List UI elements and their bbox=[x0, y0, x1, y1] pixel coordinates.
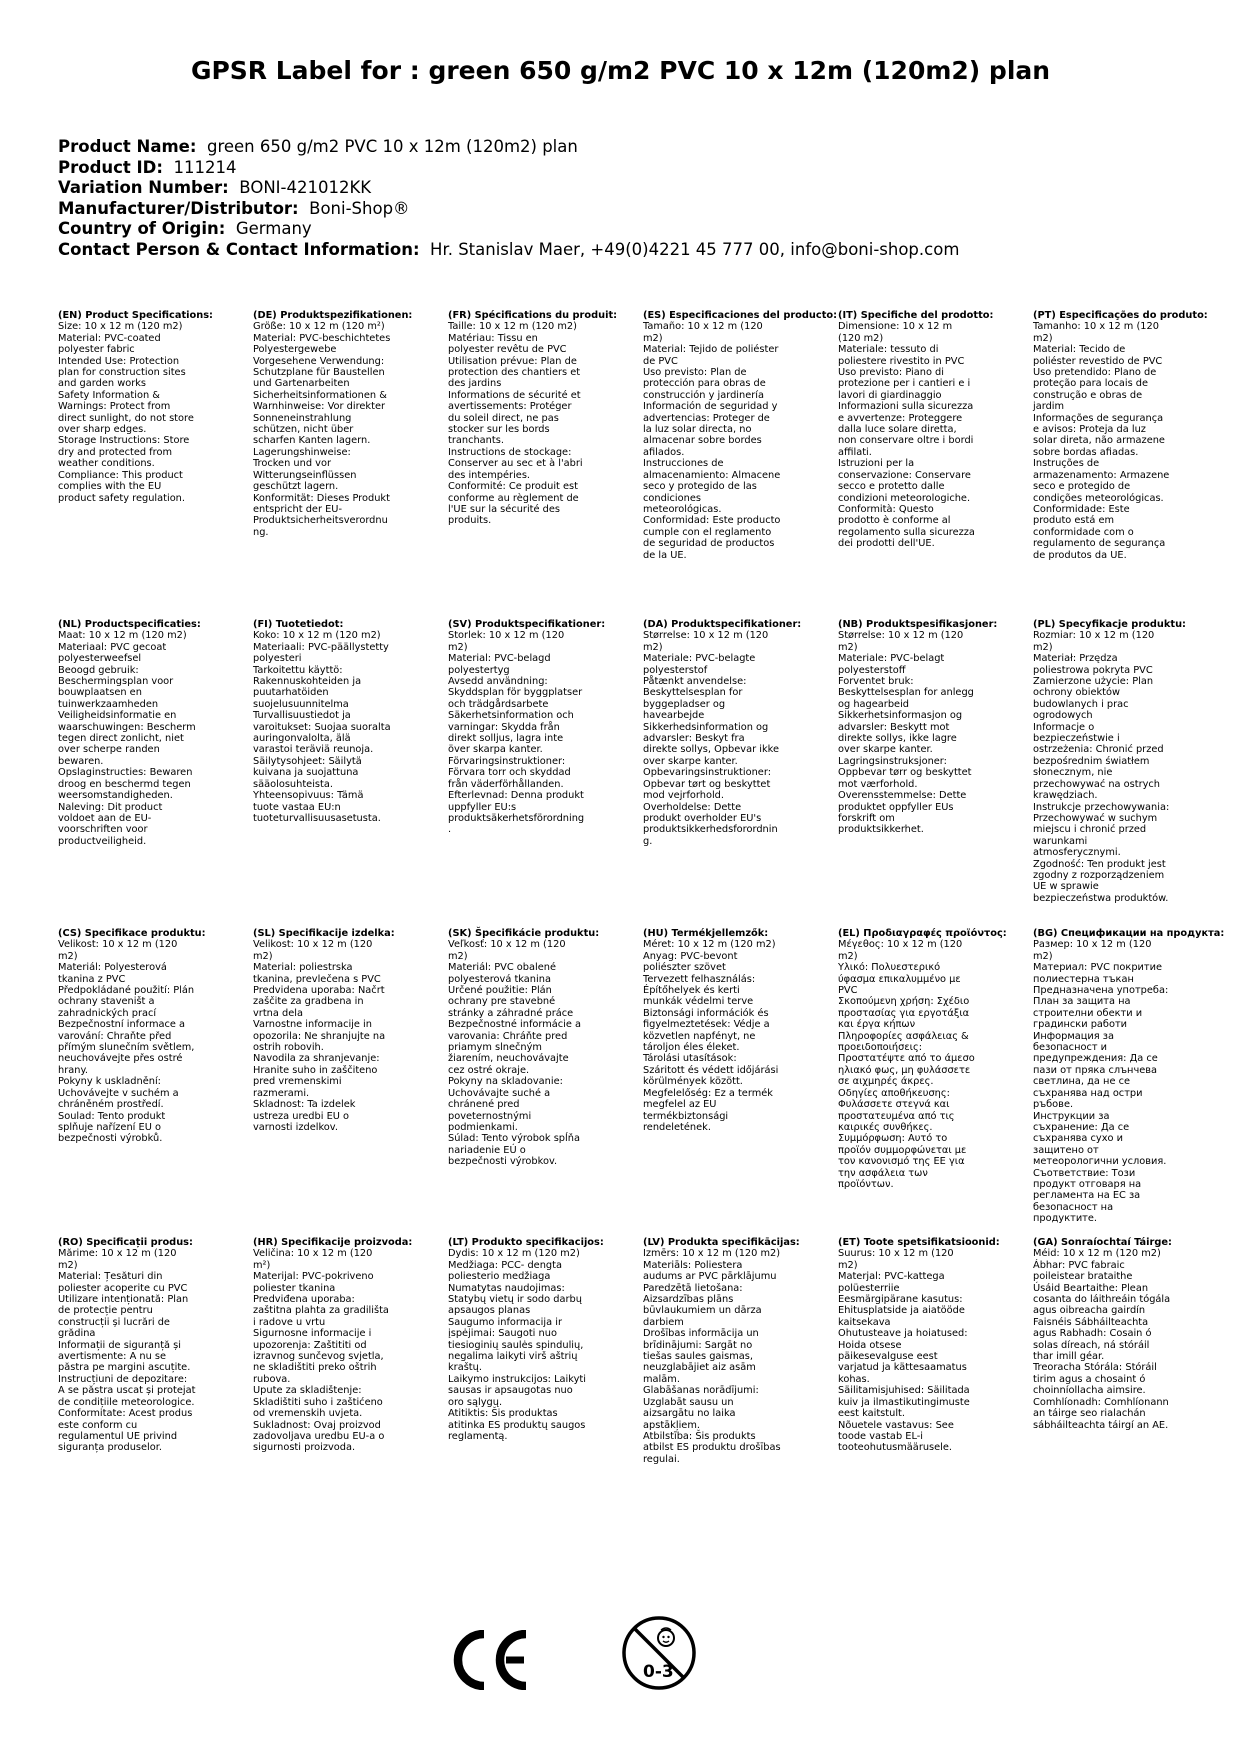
spec-line: Οδηγίες αποθήκευσης: Φυλάσσετε στεγνά και προστατευμένα από τις καιρικές συνθήκες. bbox=[838, 1087, 955, 1133]
spec-line: Utilizare intenționată: Plan de protecție pentru construcții și lucrări de grădina bbox=[58, 1294, 189, 1340]
spec-line: Instrucciones de almacenamiento: Almacene seco y protegido de las condiciones meteorológicas. bbox=[643, 458, 781, 515]
spec-line: Predviđena uporaba: zaštitna plahta za gradilišta i radove u vrtu bbox=[253, 1294, 389, 1328]
info-row bbox=[58, 219, 959, 240]
spec-block bbox=[838, 619, 1028, 836]
spec-line: Velikost: 10 x 12 m (120 m2) bbox=[58, 939, 178, 962]
spec-block bbox=[448, 619, 638, 836]
spec-line: Súlad: Tento výrobok spĺňa nariadenie EÚ o bezpečnosti výrobkov. bbox=[448, 1133, 580, 1168]
symbols bbox=[0, 1615, 1241, 1735]
info-label: Country of Origin: bbox=[58, 219, 226, 239]
spec-line: Izmērs: 10 x 12 m (120 m2) bbox=[643, 1248, 781, 1260]
spec-body bbox=[448, 321, 586, 526]
spec-line: Mărime: 10 x 12 m (120 m2) bbox=[58, 1248, 177, 1271]
spec-line: Rozmiar: 10 x 12 m (120 m2) bbox=[1033, 630, 1155, 653]
spec-line: Koko: 10 x 12 m (120 m2) bbox=[253, 630, 381, 642]
spec-line: Инструкции за съхранение: Да се съхранява сухо и защитено от метеорологични условия. bbox=[1033, 1110, 1167, 1168]
spec-line: Saugumo informacija ir įspėjimai: Saugoti nuo tiesioginių saulės spindulių, negalima laikyti virš aštrių kraštų. bbox=[448, 1316, 584, 1374]
spec-line: Glabāšanas norādījumi: Uzglabāt sausu un aizsargātu no laika apstākļiem. bbox=[643, 1385, 759, 1431]
spec-line: Material: PVC-belagd polyestertyg bbox=[448, 653, 551, 676]
spec-line: Drošības informācija un brīdinājumi: Sargāt no tiešas saules gaismas, neuzglabājiet aiz asām malām. bbox=[643, 1328, 759, 1385]
spec-line: Informações de segurança e avisos: Proteja da luz solar direta, não armazene sobre bordas afiadas. bbox=[1033, 412, 1165, 458]
spec-line: Storage Instructions: Store dry and protected from weather conditions. bbox=[58, 435, 190, 470]
spec-line: Υλικό: Πολυεστερικό ύφασμα επικαλυμμένο με PVC bbox=[838, 962, 961, 997]
spec-line: Predvidena uporaba: Načrt zaščite za gradbena in vrtna dela bbox=[253, 985, 385, 1019]
spec-line: Faisnéis Sábháilteachta agus Rabhadh: Cosain ó solas díreach, ná stóráil thar imill géar. bbox=[1033, 1316, 1152, 1363]
spec-heading: (SV) Produktspecifikationer: bbox=[448, 619, 606, 630]
spec-line: Pokyny k uskladnění: Uchovávejte v suchém a chráněném prostředí. bbox=[58, 1076, 179, 1111]
spec-line: Efterlevnad: Denna produkt uppfyller EU:s produktsäkerhetsförordning. bbox=[448, 790, 585, 836]
info-row bbox=[58, 178, 959, 199]
spec-body bbox=[1033, 321, 1171, 561]
spec-line: Instrucțiuni de depozitare: A se păstra uscat și protejat de condițiile meteorologice. bbox=[58, 1373, 196, 1408]
spec-block bbox=[253, 1237, 443, 1454]
spec-line: Tamanho: 10 x 12 m (120 m2) bbox=[1033, 321, 1159, 344]
spec-line: Pokyny na skladovanie: Uchovávajte suché a chránené pred poveternostnými podmienkami. bbox=[448, 1076, 563, 1133]
spec-body bbox=[58, 321, 196, 504]
spec-line: Opbevaringsinstruktioner: Opbevar tørt og beskyttet mod vejrforhold. bbox=[643, 767, 771, 802]
spec-heading: (SL) Specifikacije izdelka: bbox=[253, 928, 395, 939]
spec-block bbox=[448, 1237, 638, 1442]
spec-line: Nõuetele vastavus: See toode vastab EL-i tooteohutusmäärusele. bbox=[838, 1419, 954, 1454]
spec-block bbox=[643, 310, 838, 561]
spec-line: Vorgesehene Verwendung: Schutzplane für Baustellen und Gartenarbeiten bbox=[253, 355, 385, 390]
spec-line: Veličina: 10 x 12 m (120 m²) bbox=[253, 1248, 373, 1271]
spec-body bbox=[1033, 1248, 1171, 1431]
spec-body bbox=[448, 630, 586, 835]
spec-line: Dydis: 10 x 12 m (120 m2) bbox=[448, 1248, 580, 1260]
spec-line: Veľkosť: 10 x 12 m (120 m2) bbox=[448, 939, 566, 962]
spec-heading: (LT) Produkto specifikacijos: bbox=[448, 1237, 604, 1248]
info-value: green 650 g/m2 PVC 10 x 12m (120m2) plan bbox=[206, 137, 578, 156]
spec-line: Eesmärgipärane kasutus: Ehitusplatside ja aiatööde kaitsekava bbox=[838, 1294, 965, 1328]
spec-line: Instrukcje przechowywania: Przechowywać w suchym miejscu i chronić przed warunkami atmosferycznymi. bbox=[1033, 801, 1170, 859]
spec-body bbox=[1033, 630, 1171, 904]
spec-line: Påtænkt anvendelse: Beskyttelsesplan for byggepladser og havearbejde bbox=[643, 676, 747, 722]
spec-body bbox=[448, 939, 586, 1167]
spec-body bbox=[643, 1248, 781, 1465]
spec-line: Instructions de stockage: Conserver au sec et à l'abri des intempéries. bbox=[448, 446, 583, 481]
spec-heading: (SK) Špecifikácie produktu: bbox=[448, 928, 600, 939]
spec-block bbox=[253, 619, 443, 824]
spec-line: Material: poliestrska tkanina, prevlečena s PVC bbox=[253, 962, 381, 985]
spec-line: Säkerhetsinformation och varningar: Skydda från direkt solljus, lagra inte över skarpa kanter. bbox=[448, 710, 574, 756]
spec-line: Uso previsto: Piano di protezione per i cantieri e i lavori di giardinaggio bbox=[838, 367, 971, 401]
spec-line: Veiligheidsinformatie en waarschuwingen: Bescherm tegen direct zonlicht, niet over scherpe randen bewaren. bbox=[58, 710, 196, 767]
spec-line: Materiaal: PVC gecoat polyesterweefsel bbox=[58, 641, 167, 665]
spec-line: Biztonsági információk és figyelmeztetések: Védje a közvetlen napfényt, ne tároljon éles éleket. bbox=[643, 1007, 770, 1054]
spec-line: Размер: 10 x 12 m (120 m2) bbox=[1033, 939, 1152, 962]
spec-line: Sicherheitsinformationen & Warnhinweise: Vor direkter Sonneneinstrahlung schützen, nicht über scharfen Kanten lagern. bbox=[253, 389, 387, 447]
spec-heading: (GA) Sonraíochtaí Táirge: bbox=[1033, 1237, 1172, 1248]
spec-body bbox=[838, 1248, 976, 1453]
spec-body bbox=[448, 1248, 586, 1442]
spec-line: Maat: 10 x 12 m (120 m2) bbox=[58, 630, 187, 642]
spec-line: Förvaringsinstruktioner: Förvara torr och skyddad från väderförhållanden. bbox=[448, 755, 571, 790]
spec-line: Safety Information & Warnings: Protect from direct sunlight, do not store over sharp edges. bbox=[58, 389, 194, 436]
spec-block bbox=[448, 928, 638, 1168]
age-mark: 0-3 bbox=[643, 1662, 674, 1682]
spec-block bbox=[838, 310, 1028, 550]
spec-line: Πληροφορίες ασφάλειας & προειδοποιήσεις: Προστατέψτε από το άμεσο ηλιακό φως, μη φυλάσσετε σε αιχμηρές άκρες. bbox=[838, 1030, 975, 1088]
spec-block bbox=[643, 619, 833, 847]
spec-heading: (PL) Specyfikacje produktu: bbox=[1033, 619, 1186, 630]
spec-line: Size: 10 x 12 m (120 m2) bbox=[58, 321, 183, 333]
spec-line: Konformität: Dieses Produkt entspricht der EU-Produktsicherheitsverordnung. bbox=[253, 492, 390, 538]
spec-line: Dimensione: 10 x 12 m (120 m2) bbox=[838, 321, 953, 344]
spec-line: Atbilstība: Šis produkts atbilst ES produktu drošības regulai. bbox=[643, 1430, 781, 1465]
info-row bbox=[58, 199, 959, 220]
info-label: Variation Number: bbox=[58, 178, 229, 198]
info-value: Germany bbox=[235, 219, 312, 239]
spec-heading: (RO) Specificații produs: bbox=[58, 1237, 193, 1248]
info-value: Hr. Stanislav Maer, +49(0)4221 45 777 00, info@boni-shop.com bbox=[430, 239, 960, 259]
spec-line: Информация за безопасност и предупреждения: Да се пази от пряка слънчева светлина, да не се съхранява над остри ръбове. bbox=[1033, 1030, 1158, 1111]
info-label: Product ID: bbox=[58, 157, 163, 177]
spec-line: Laikymo instrukcijos: Laikyti sausas ir apsaugotas nuo oro sąlygų. bbox=[448, 1373, 586, 1408]
spec-heading: (ET) Toote spetsifikatsioonid: bbox=[838, 1237, 1000, 1248]
spec-line: Beoogd gebruik: Beschermingsplan voor bouwplaatsen en tuinwerkzaamheden bbox=[58, 664, 174, 710]
spec-line: Informations de sécurité et avertissements: Protéger du soleil direct, ne pas stocker sur les bords tranchants. bbox=[448, 389, 581, 447]
spec-line: Megfelelőség: Ez a termék megfelel az EU termékbiztonsági rendeletének. bbox=[643, 1087, 773, 1133]
spec-heading: (PT) Especificações do produto: bbox=[1033, 310, 1208, 321]
spec-line: Material: Tejido de poliéster de PVC bbox=[643, 344, 779, 367]
spec-line: Material: Țesături din poliester acoperite cu PVC bbox=[58, 1271, 188, 1294]
spec-line: Navodila za shranjevanje: Hranite suho in zaščiteno pred vremenskimi razmerami. bbox=[253, 1053, 380, 1099]
spec-line: Compliance: This product complies with the EU product safety regulation. bbox=[58, 469, 186, 504]
spec-line: Soulad: Tento produkt splňuje nařízení EU o bezpečnosti výrobků. bbox=[58, 1110, 166, 1145]
spec-line: Materiál: Polyesterová tkanina z PVC bbox=[58, 962, 167, 985]
info-value: BONI-421012KK bbox=[239, 178, 372, 198]
spec-line: Informacje o bezpieczeństwie i ostrzeżenia: Chronić przed bezpośrednim światłem słonecznym, nie przechowywać na ostrych krawędziach. bbox=[1033, 721, 1164, 802]
spec-line: Tárolási utasítások: Száritott és védett időjárási körülmények között. bbox=[643, 1053, 779, 1088]
spec-line: Overensstemmelse: Dette produktet oppfyller EUs forskrift om produktsikkerhet. bbox=[838, 790, 967, 836]
spec-line: Størrelse: 10 x 12 m (120 m2) bbox=[643, 630, 769, 653]
spec-line: Yhteensopivuus: Tämä tuote vastaa EU:n tuoteturvallisuusasetusta. bbox=[253, 790, 381, 824]
spec-line: Conformité: Ce produit est conforme au règlement de l'UE sur la sécurité des produits. bbox=[448, 481, 579, 527]
spec-line: Tamaño: 10 x 12 m (120 m2) bbox=[643, 321, 763, 344]
spec-body bbox=[838, 939, 976, 1190]
spec-line: Matériau: Tissu en polyester revêtu de PVC bbox=[448, 332, 567, 356]
spec-line: Съответствие: Този продукт отговаря на регламента на ЕС за безопасност на продуктите. bbox=[1033, 1167, 1142, 1225]
spec-block bbox=[253, 928, 443, 1133]
spec-block bbox=[1033, 619, 1223, 904]
info-label: Manufacturer/Distributor: bbox=[58, 198, 299, 218]
spec-block bbox=[838, 1237, 1028, 1454]
spec-line: Materiale: PVC-belagte polyesterstof bbox=[643, 653, 756, 676]
spec-line: Zamierzone użycie: Plan ochrony obiektów budowlanych i prac ogrodowych bbox=[1033, 676, 1154, 722]
spec-line: Material: PVC-beschichtetes Polyestergewebe bbox=[253, 332, 391, 356]
spec-line: Atitiktis: Šis produktas atitinka ES produktų saugos reglamentą. bbox=[448, 1408, 586, 1442]
spec-line: Ohutusteave ja hoiatused: Hoida otsese päikesevalguse eest varjatud ja kättesaamatus kohas. bbox=[838, 1328, 968, 1385]
spec-line: Información de seguridad y advertencias: Proteger de la luz solar directa, no almacenar sobre bordes afilados. bbox=[643, 401, 778, 458]
spec-block bbox=[838, 928, 1028, 1190]
spec-heading: (EL) Προδιαγραφές προϊόντος: bbox=[838, 928, 1007, 939]
spec-line: Uso pretendido: Plano de proteção para locais de construção e obras de jardim bbox=[1033, 367, 1157, 413]
spec-line: Suurus: 10 x 12 m (120 m2) bbox=[838, 1248, 954, 1271]
spec-body bbox=[253, 939, 391, 1133]
spec-line: Materiál: PVC obalené polyesterová tkanina bbox=[448, 962, 556, 985]
spec-line: Sukladnost: Ovaj proizvod zadovoljava uredbu EU-a o sigurnosti proizvoda. bbox=[253, 1419, 385, 1454]
spec-line: Istruzioni per la conservazione: Conservare secco e protetto dalle condizioni meteorologiche. bbox=[838, 458, 971, 504]
spec-heading: (DE) Produktspezifikationen: bbox=[253, 310, 413, 321]
spec-body bbox=[58, 1248, 196, 1453]
spec-line: Lagerungshinweise: Trocken und vor Witterungseinflüssen geschützt lagern. bbox=[253, 446, 357, 493]
spec-heading: (IT) Specifiche del prodotto: bbox=[838, 310, 994, 321]
spec-line: Materijal: PVC-pokriveno poliester tkanina bbox=[253, 1271, 374, 1294]
spec-line: Μέγεθος: 10 x 12 m (120 m2) bbox=[838, 939, 963, 962]
spec-line: Conformidad: Este producto cumple con el reglamento de seguridad de productos de la UE. bbox=[643, 515, 781, 561]
spec-heading: (DA) Produktspecifikationer: bbox=[643, 619, 802, 630]
spec-block bbox=[1033, 310, 1223, 561]
spec-block bbox=[643, 1237, 833, 1465]
spec-line: Medžiaga: PCC- dengta poliesterio medžiaga bbox=[448, 1259, 562, 1283]
spec-heading: (CS) Specifikace produktu: bbox=[58, 928, 206, 939]
info-label: Product Name: bbox=[58, 137, 197, 156]
spec-line: Materjal: PVC-kattega polüesterriie bbox=[838, 1271, 945, 1294]
spec-line: Opslaginstructies: Bewaren droog en beschermd tegen weersomstandigheden. bbox=[58, 767, 193, 802]
spec-heading: (LV) Produkta specifikācijas: bbox=[643, 1237, 800, 1248]
spec-line: Tarkoitettu käyttö: Rakennuskohteiden ja puutarhatöiden suojelusuunnitelma bbox=[253, 664, 362, 710]
spec-body bbox=[1033, 939, 1171, 1224]
info-value: Boni-Shop® bbox=[309, 198, 410, 218]
spec-line: Instruções de armazenamento: Armazene seco e protegido de condições meteorológicas. bbox=[1033, 458, 1170, 504]
spec-line: Säilitamisjuhised: Säilitada kuiv ja ilmastikutingimuste eest kaitstult. bbox=[838, 1385, 970, 1420]
spec-heading: (ES) Especificaciones del producto: bbox=[643, 310, 838, 321]
info-value: 111214 bbox=[173, 157, 237, 177]
spec-line: Taille: 10 x 12 m (120 m2) bbox=[448, 321, 577, 333]
spec-body bbox=[838, 630, 976, 835]
spec-line: Materiaali: PVC-päällystetty polyesteri bbox=[253, 641, 389, 665]
spec-heading: (BG) Спецификации на продукта: bbox=[1033, 928, 1225, 939]
spec-line: Předpokládané použití: Plán ochrany staveništ a zahradnických prací bbox=[58, 985, 195, 1019]
spec-body bbox=[253, 1248, 391, 1453]
spec-line: Anyag: PVC-bevont poliészter szövet bbox=[643, 950, 738, 974]
spec-block bbox=[58, 619, 248, 847]
spec-line: Overholdelse: Dette produkt overholder EU's produktsikkerhedsforordning. bbox=[643, 801, 778, 847]
spec-body bbox=[253, 630, 391, 824]
spec-line: Comhlíonadh: Comhlíonann an táirge seo rialachán sábháilteachta táirgí an AE. bbox=[1033, 1396, 1169, 1431]
spec-line: Sikkerhedsinformation og advarsler: Beskyt fra direkte sollys, Opbevar ikke over skarpe kanter. bbox=[643, 721, 779, 767]
spec-line: Materiale: PVC-belagt polyesterstoff bbox=[838, 653, 945, 676]
spec-line: Určené použitie: Plán ochrany pre stavebné stránky a záhradné práce bbox=[448, 985, 574, 1019]
spec-line: Ábhar: PVC fabraic poileistear brataithe bbox=[1033, 1259, 1133, 1283]
info-label: Contact Person & Contact Information: bbox=[58, 239, 420, 259]
spec-line: Conformidade: Este produto está em conformidade com o regulamento de segurança de produtos da UE. bbox=[1033, 503, 1166, 561]
spec-heading: (HR) Specifikacije proizvoda: bbox=[253, 1237, 413, 1248]
spec-line: Informazioni sulla sicurezza e avvertenze: Proteggere dalla luce solare diretta, non conservare oltre i bordi affilati. bbox=[838, 401, 974, 458]
spec-line: Varnostne informacije in opozorila: Ne shranjujte na ostrih robovih. bbox=[253, 1019, 386, 1054]
spec-line: Conformità: Questo prodotto è conforme al regolamento sulla sicurezza dei prodotti dell'UE. bbox=[838, 503, 975, 550]
spec-line: Материал: PVC покритие полиестерна тъкан bbox=[1033, 962, 1163, 985]
spec-body bbox=[253, 321, 391, 538]
not-for-children-0-3-icon bbox=[621, 1615, 697, 1691]
info-row bbox=[58, 158, 959, 179]
page-title: GPSR Label for : green 650 g/m2 PVC 10 x 12m (120m2) plan bbox=[190, 56, 1051, 85]
spec-line: Tervezett felhasználás: Építőhelyek és kerti munkák védelmi terve bbox=[643, 973, 756, 1008]
spec-heading: (NB) Produktspesifikasjoner: bbox=[838, 619, 998, 630]
spec-line: Materiāls: Poliestera audums ar PVC pārklājumu bbox=[643, 1259, 777, 1283]
spec-line: Úsáid Beartaithe: Plean cosanta do láithreáin tógála agus oibreacha gairdín bbox=[1033, 1282, 1171, 1317]
spec-line: Bezpečnostné informácie a varovania: Chráňte pred priamym slnečným žiarením, neuchovávajte cez ostré okraje. bbox=[448, 1019, 582, 1076]
spec-block bbox=[58, 928, 248, 1145]
spec-heading: (NL) Productspecificaties: bbox=[58, 619, 201, 630]
spec-line: Materiale: tessuto di poliestere rivestito in PVC bbox=[838, 344, 965, 367]
spec-line: Méret: 10 x 12 m (120 m2) bbox=[643, 939, 776, 951]
spec-line: Sikkerhetsinformasjon og advarsler: Beskytt mot direkte sollys, ikke lagre over skarpe kanter. bbox=[838, 710, 963, 756]
spec-block bbox=[58, 310, 248, 504]
spec-line: Material: PVC-coated polyester fabric bbox=[58, 332, 161, 356]
spec-line: Avsedd användning: Skyddsplan för byggplatser och trädgårdsarbete bbox=[448, 676, 583, 710]
spec-line: Intended Use: Protection plan for construction sites and garden works bbox=[58, 355, 186, 390]
spec-line: Méid: 10 x 12 m (120 m2) bbox=[1033, 1248, 1161, 1260]
spec-heading: (HU) Termékjellemzők: bbox=[643, 928, 769, 939]
spec-heading: (EN) Product Specifications: bbox=[58, 310, 213, 321]
spec-block bbox=[448, 310, 638, 527]
spec-line: Предназначена употреба: План за защита на строителни обекти и градински работи bbox=[1033, 985, 1169, 1031]
spec-line: Treoracha Stórála: Stóráil tirim agus a chosaint ó choinníollacha aimsire. bbox=[1033, 1362, 1157, 1397]
spec-line: Velikost: 10 x 12 m (120 m2) bbox=[253, 939, 373, 962]
ce-mark-icon bbox=[450, 1630, 532, 1690]
spec-line: Συμμόρφωση: Αυτό το προϊόν συμμορφώνεται με τον κανονισμό της ΕΕ για την ασφάλεια των προϊόντων. bbox=[838, 1133, 967, 1190]
spec-block bbox=[1033, 1237, 1223, 1431]
spec-body bbox=[643, 321, 781, 561]
spec-line: Utilisation prévue: Plan de protection des chantiers et des jardins bbox=[448, 355, 581, 390]
spec-block bbox=[643, 928, 833, 1133]
spec-body bbox=[643, 939, 781, 1133]
spec-line: Sigurnosne informacije i upozorenja: Zaštititi od izravnog sunčevog svjetla, ne skladištiti preko oštrih rubova. bbox=[253, 1328, 384, 1385]
spec-line: Säilytysohjeet: Säilytä kuivana ja suojattuna sääolosuhteista. bbox=[253, 755, 362, 790]
spec-line: Material: Tecido de poliéster revestido de PVC bbox=[1033, 344, 1163, 367]
spec-body bbox=[643, 630, 781, 847]
spec-line: Turvallisuustiedot ja varoitukset: Suojaa suoralta auringonvalolta, älä varastoi teräviä reunoja. bbox=[253, 710, 391, 756]
spec-line: Σκοπούμενη χρήση: Σχέδιο προστασίας για εργοτάξια και έργα κήπων bbox=[838, 996, 970, 1031]
spec-block bbox=[1033, 928, 1223, 1225]
spec-line: Forventet bruk: Beskyttelsesplan for anlegg og hagearbeid bbox=[838, 676, 974, 710]
spec-line: Größe: 10 x 12 m (120 m²) bbox=[253, 321, 385, 333]
spec-line: Skladnost: Ta izdelek ustreza uredbi EU o varnosti izdelkov. bbox=[253, 1099, 356, 1133]
spec-body bbox=[838, 321, 976, 549]
spec-line: Uso previsto: Plan de protección para obras de construcción y jardinería bbox=[643, 367, 766, 401]
product-info bbox=[58, 137, 959, 261]
spec-block bbox=[253, 310, 443, 538]
spec-line: Materiał: Przędza poliestrowa pokryta PVC bbox=[1033, 653, 1153, 676]
spec-line: Storlek: 10 x 12 m (120 m2) bbox=[448, 630, 565, 653]
spec-line: Zgodność: Ten produkt jest zgodny z rozporządzeniem UE w sprawie bezpieczeństwa produktów. bbox=[1033, 858, 1169, 904]
spec-body bbox=[58, 630, 196, 847]
spec-heading: (FI) Tuotetiedot: bbox=[253, 619, 344, 630]
spec-line: Numatytas naudojimas: Statybų vietų ir sodo darbų apsaugos planas bbox=[448, 1282, 582, 1317]
spec-line: Informații de siguranță și avertismente: A nu se păstra pe margini ascuțite. bbox=[58, 1339, 191, 1374]
spec-line: Bezpečnostní informace a varování: Chraňte před přímým slunečním světlem, neuchovávejte přes ostré hrany. bbox=[58, 1019, 195, 1076]
spec-line: Størrelse: 10 x 12 m (120 m2) bbox=[838, 630, 964, 653]
spec-line: Conformitate: Acest produs este conform cu regulamentul UE privind siguranța produselor. bbox=[58, 1408, 193, 1454]
spec-body bbox=[58, 939, 196, 1144]
spec-block bbox=[58, 1237, 248, 1454]
spec-line: Paredzētā lietošana: Aizsardzības plāns būvlaukumiem un dārza darbiem bbox=[643, 1282, 762, 1328]
info-row bbox=[58, 240, 959, 261]
info-row bbox=[58, 137, 959, 158]
spec-line: Upute za skladištenje: Skladištiti suho i zaštićeno od vremenskih uvjeta. bbox=[253, 1385, 383, 1420]
spec-heading: (FR) Spécifications du produit: bbox=[448, 310, 618, 321]
spec-line: Naleving: Dit product voldoet aan de EU-voorschriften voor productveiligheid. bbox=[58, 801, 163, 847]
spec-line: Lagringsinstruksjoner: Oppbevar tørr og beskyttet mot værforhold. bbox=[838, 755, 972, 790]
